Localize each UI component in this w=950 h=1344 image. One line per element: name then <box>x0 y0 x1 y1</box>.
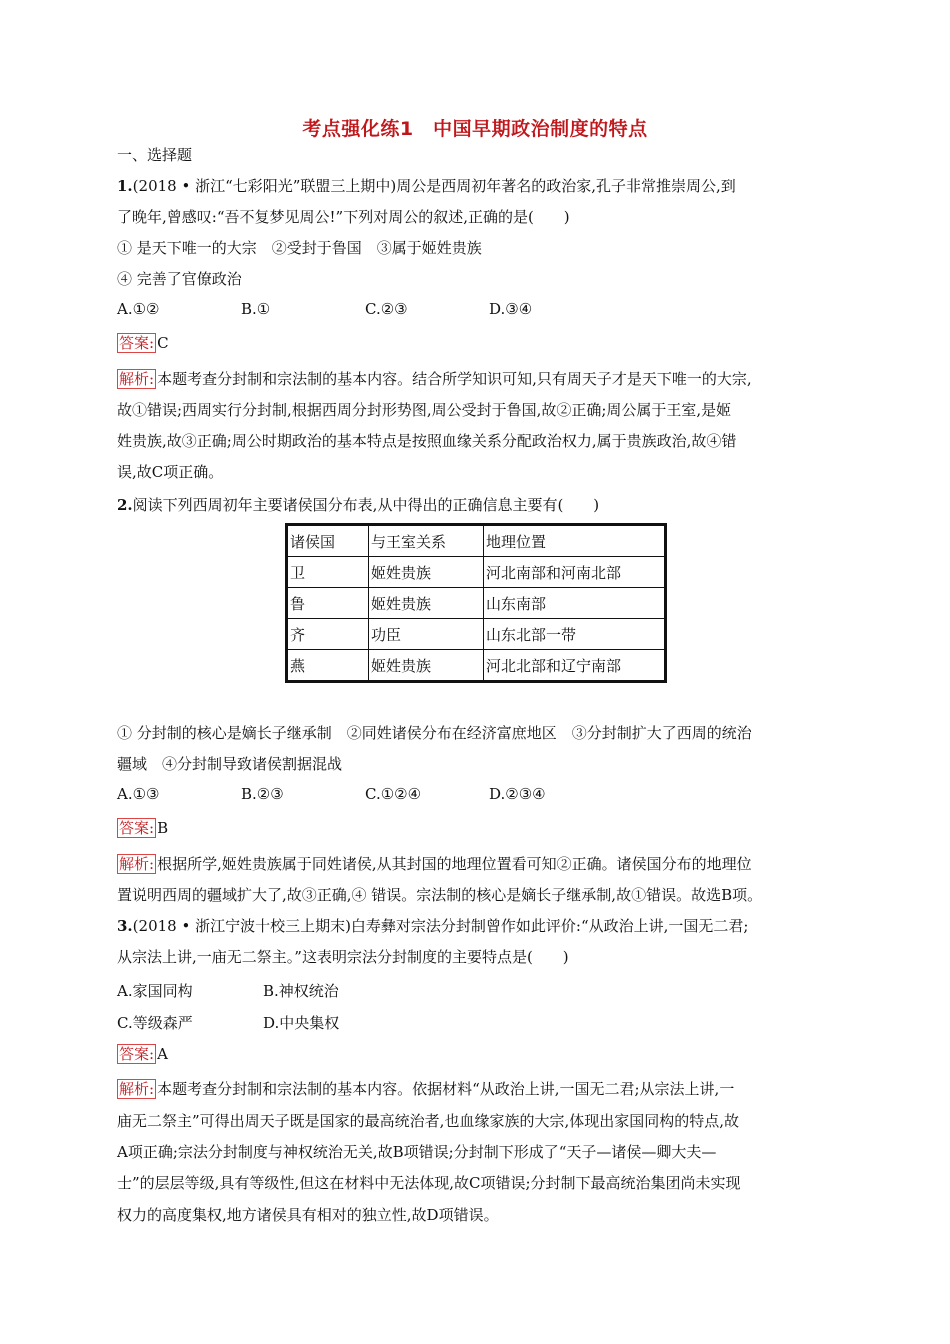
analysis-label: 解析: <box>119 370 155 388</box>
q1-stem-line1: 1.(2018 • 浙江“七彩阳光”联盟三上期中)周公是西周初年著名的政治家,孔子非常推崇周公,到 <box>117 177 736 195</box>
q3-option-a: A.家国同构 <box>117 982 193 1000</box>
table-row <box>287 650 666 682</box>
table-header: 地理位置 <box>484 525 666 557</box>
table-cell: 燕 <box>287 650 369 682</box>
q2-option-d: D.②③④ <box>489 785 546 803</box>
table-header-row <box>287 525 666 557</box>
table-row <box>287 557 666 588</box>
q3-options-row1 <box>117 980 842 1001</box>
q3-number: 3. <box>117 917 133 935</box>
q2-option-c: C.①②④ <box>365 785 422 803</box>
table-header: 与王室关系 <box>369 525 484 557</box>
q3-analysis-line3: A项正确;宗法分封制度与神权统治无关,故B项错误;分封制下形成了“天子—诸侯—卿大夫— <box>117 1143 717 1161</box>
table-row <box>287 619 666 650</box>
q3-analysis-line1: 解析: 本题考查分封制和宗法制的基本内容。依据材料“从政治上讲,一国无二君;从宗法上讲,一 <box>119 1080 735 1098</box>
q1-option-c: C.②③ <box>365 300 408 318</box>
q3-option-d: D.中央集权 <box>263 1014 340 1032</box>
q3-stem-line1: 3.(2018 • 浙江宁波十校三上期末)白寿彝对宗法分封制曾作如此评价:“从政治上讲,一国无二君; <box>117 917 749 935</box>
q1-answer: 答案: C <box>119 334 169 352</box>
answer-label: 答案: <box>119 1045 155 1063</box>
q2-stem: 2.阅读下列西周初年主要诸侯国分布表,从中得出的正确信息主要有( ) <box>117 496 600 514</box>
table-cell: 功臣 <box>369 619 484 650</box>
q2-analysis-line1: 解析: 根据所学,姬姓贵族属于同姓诸侯,从其封国的地理位置看可知②正确。诸侯国分布的地理位 <box>119 855 752 873</box>
q1-number: 1. <box>117 177 133 195</box>
table-header: 诸侯国 <box>287 525 369 557</box>
answer-label: 答案: <box>119 334 155 352</box>
q2-answer: 答案: B <box>119 819 169 837</box>
table-cell: 姬姓贵族 <box>369 557 484 588</box>
q3-option-c: C.等级森严 <box>117 1014 193 1032</box>
q1-analysis-line3: 姓贵族,故③正确;周公时期政治的基本特点是按照血缘关系分配政治权力,属于贵族政治,故④错 <box>117 432 737 450</box>
q3-answer: 答案: A <box>119 1045 168 1063</box>
table-cell: 齐 <box>287 619 369 650</box>
q3-analysis-line2: 庙无二祭主”可得出周天子既是国家的最高统治者,也血缘家族的大宗,体现出家国同构的特点,故 <box>117 1112 739 1130</box>
q1-analysis-line2: 故①错误;西周实行分封制,根据西周分封形势图,周公受封于鲁国,故②正确;周公属于王室,是姬 <box>117 401 732 419</box>
q3-analysis-line4: 士”的层层等级,具有等级性,但这在材料中无法体现,故C项错误;分封制下最高统治集团尚未实现 <box>117 1174 741 1192</box>
table-row <box>287 588 666 619</box>
table-cell: 山东北部一带 <box>484 619 666 650</box>
answer-label: 答案: <box>119 819 155 837</box>
table-cell: 河北北部和辽宁南部 <box>484 650 666 682</box>
q1-analysis-line4: 误,故C项正确。 <box>117 463 224 481</box>
q1-options <box>117 300 842 318</box>
section-heading: 一、选择题 <box>117 146 193 164</box>
q3-analysis-line5: 权力的高度集权,地方诸侯具有相对的独立性,故D项错误。 <box>117 1206 499 1224</box>
q3-options-row2 <box>117 1012 842 1033</box>
table-cell: 鲁 <box>287 588 369 619</box>
vassal-states-table <box>285 523 667 683</box>
q1-option-a: A.①② <box>117 300 160 318</box>
q2-items-line2: 疆域 ④分封制导致诸侯割据混战 <box>117 755 343 773</box>
q2-number: 2. <box>117 496 133 514</box>
q2-analysis-line2: 置说明西周的疆域扩大了,故③正确,④ 错误。宗法制的核心是嫡长子继承制,故①错误。故选B项。 <box>117 886 763 904</box>
q2-options <box>117 785 842 803</box>
page-title: 考点强化练1 中国早期政治制度的特点 <box>302 118 648 140</box>
q3-stem-line2: 从宗法上讲,一庙无二祭主。”这表明宗法分封制度的主要特点是( ) <box>117 948 569 966</box>
q1-option-d: D.③④ <box>489 300 533 318</box>
table-cell: 河北南部和河南北部 <box>484 557 666 588</box>
q1-items-line1: ① 是天下唯一的大宗 ②受封于鲁国 ③属于姬姓贵族 <box>117 239 482 257</box>
table-cell: 山东南部 <box>484 588 666 619</box>
table-cell: 姬姓贵族 <box>369 650 484 682</box>
q1-items-line2: ④ 完善了官僚政治 <box>117 270 242 288</box>
analysis-label: 解析: <box>119 855 155 873</box>
q1-stem-line2: 了晚年,曾感叹:“吾不复梦见周公!”下列对周公的叙述,正确的是( ) <box>117 208 570 226</box>
table-cell: 姬姓贵族 <box>369 588 484 619</box>
q2-option-b: B.②③ <box>241 785 284 803</box>
q1-option-b: B.① <box>241 300 271 318</box>
q3-option-b: B.神权统治 <box>263 982 339 1000</box>
q1-analysis-line1: 解析: 本题考查分封制和宗法制的基本内容。结合所学知识可知,只有周天子才是天下唯一的大宗, <box>119 370 752 388</box>
q2-items-line1: ① 分封制的核心是嫡长子继承制 ②同姓诸侯分布在经济富庶地区 ③分封制扩大了西周的统治 <box>117 724 752 742</box>
q2-option-a: A.①③ <box>117 785 160 803</box>
table-cell: 卫 <box>287 557 369 588</box>
analysis-label: 解析: <box>119 1080 155 1098</box>
